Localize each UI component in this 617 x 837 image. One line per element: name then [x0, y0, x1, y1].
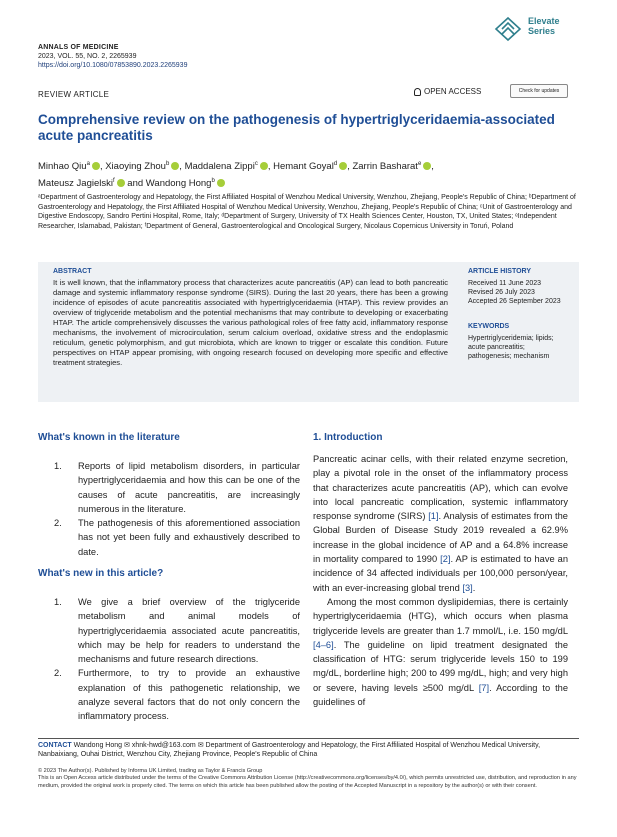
- orcid-icon[interactable]: [339, 162, 347, 170]
- author-separator: ,: [267, 161, 274, 173]
- author-name: Mateusz Jagielski: [38, 178, 113, 190]
- author-separator: and: [124, 178, 146, 190]
- list-item: 1. Reports of lipid metabolism disorders, in particular hypertriglyceridaemia and how this can be one of the causes of acute pancreatitis, are increasingly numerous in the literature.: [54, 461, 300, 514]
- abstract-text: It is well known, that the inflammatory process that characterizes acute pancreatitis (AP) can lead to both pancreatic damage and systemic inflammatory response syndrome (SIRS). During the last 20 years, there has been a growing incidence of episodes of acute pancreatitis associated with hypertriglyceridaemia (HTAP). This review provides an overview of triglyceride metabolism and the potential mechanisms that may contribute to developing or exacerbating HTAP. The article comprehensively discusses the various pathological roles of free fatty acid, inflammatory response mechanisms, the involvement of microcirculation, serum calcium overload, oxidative stress and the endoplasmic reticulum, genetic polymorphism, and gut microbiota, which are known to trigger or escalate this condition. Future perspectives on HTAP appear promising, with ongoing research focused on developing more specific and effective treatment strategies.: [53, 278, 448, 367]
- keywords-text: Hypertriglyceridemia; lipids; acute pancreatitis; pathogenesis; mechanism: [468, 335, 554, 361]
- author-name: Maddalena Zippi: [184, 161, 255, 173]
- logo-line-1: Elevate: [528, 16, 560, 26]
- section-type: REVIEW ARTICLE: [38, 90, 110, 99]
- list-item: 2. Furthermore, to try to provide an exhaustive explanation of this pathogenetic relationship, we analyze several factors that do not only concern the inflammatory process.: [54, 668, 300, 722]
- author-affiliation-mark: a: [86, 161, 90, 167]
- contact-email[interactable]: xhnk-hwd@163.com: [131, 742, 196, 749]
- logo-line-2: Series: [528, 26, 556, 36]
- email-icon: ✉: [124, 742, 130, 749]
- known-list: [38, 459, 300, 559]
- intro-paragraph-2: Among the most common dyslipidemias, there is certainly hypertriglyceridaemia (HTG), which occurs when plasma triglyceride levels are greater than 1.7 mmol/L, i.e. 150 mg/dL [4–6]. The guideline on lipid treatment designated the classification of HTG: serum triglyceride levels 150 to 199 mg/dL, borderline high; 200 to 499 mg/dL, high; and very high or severe, having levels ≥500 mg/dL [7]. According to the guidelines of: [313, 596, 568, 708]
- article-title: Comprehensive review on the pathogenesis of hypertriglyceridaemia-associated acute pancreatitis: [38, 112, 555, 143]
- author-separator: ,: [99, 161, 106, 173]
- list-item: 2. The pathogenesis of this aforementioned association has not yet been fully and exhaustively described to date.: [54, 518, 300, 557]
- author-separator: ,: [431, 161, 434, 173]
- revised-date: Revised 26 July 2023: [468, 289, 535, 297]
- article-history-label: ARTICLE HISTORY: [468, 268, 532, 275]
- author-name: Xiaoying Zhou: [105, 161, 166, 173]
- contact-block: [38, 742, 578, 759]
- author-affiliation-mark: b: [165, 161, 170, 167]
- list-item: 1. We give a brief overview of the triglyceride metabolism and animal models of hypertriglyceridaemia associated acute pancreatitis, which may be help for readers to understand the mechanisms and future research directions.: [54, 597, 300, 665]
- license-text: This is an Open Access article distributed under the terms of the Creative Commons Attribution License (http://creativecommons.org/licenses/by/4.0/), which permits unrestricted use, distribution, and reproduction in any medium, provided the original work is properly cited. The terms on which this article has been published allow the posting of the Accepted Manuscript in a repository by the author(s) or with their consent.: [38, 775, 577, 789]
- abstract-label: ABSTRACT: [53, 268, 92, 275]
- author-separator: ,: [347, 161, 353, 173]
- accepted-date: Accepted 26 September 2023: [468, 298, 561, 306]
- address-icon: ✉: [197, 742, 204, 749]
- check-for-updates-button[interactable]: Check for updates: [510, 84, 568, 98]
- author-name: Wandong Hong: [145, 178, 212, 190]
- author-name: Minhao Qiu: [38, 161, 87, 173]
- reference-link[interactable]: [1]: [428, 511, 439, 522]
- orcid-icon[interactable]: [217, 179, 225, 187]
- author-affiliation-mark: b: [211, 178, 215, 185]
- author-affiliation-mark: e: [417, 161, 422, 167]
- open-lock-icon: [414, 88, 421, 96]
- article-history: [468, 279, 570, 307]
- reference-link[interactable]: [4–6]: [313, 639, 334, 650]
- author-affiliation-mark: d: [333, 161, 338, 167]
- keywords-label: KEYWORDS: [468, 323, 510, 330]
- introduction-heading: 1. Introduction: [313, 432, 383, 443]
- reference-link[interactable]: [7]: [478, 682, 490, 693]
- author-name: Zarrin Basharat: [352, 161, 418, 173]
- reference-link[interactable]: [3]: [462, 582, 473, 593]
- introduction-body: [313, 452, 568, 709]
- new-list: [38, 595, 300, 724]
- contact-name: Wandong Hong: [73, 742, 123, 749]
- reference-link[interactable]: [2]: [440, 554, 451, 565]
- author-name: Hemant Goyal: [273, 161, 334, 173]
- known-heading: What's known in the literature: [38, 432, 180, 443]
- copyright-line: © 2023 The Author(s). Published by Informa UK Limited, trading as Taylor & Francis Group: [38, 768, 263, 774]
- contact-label: CONTACT: [38, 742, 72, 749]
- journal-header: [38, 43, 187, 70]
- author-affiliation-mark: c: [254, 161, 258, 167]
- contact-address: Department of Gastroenterology and Hepatology, the First Affiliated Hospital of Wenzhou Medical University, Nanbaixiang, Ouhai District, Wenzhou City, Zhejiang Province, People's Republic of China: [38, 742, 541, 758]
- footer-divider: [38, 738, 579, 739]
- open-access-badge: [414, 87, 481, 96]
- doi-link[interactable]: https://doi.org/10.1080/07853890.2023.2265939: [38, 62, 188, 69]
- journal-volume: 2023, VOL. 55, NO. 2, 2265939: [38, 53, 137, 60]
- affiliations: ᵃDepartment of Gastroenterology and Hepatology, the First Affiliated Hospital of Wenzhou Medical University, Wenzhou, Zhejiang, People's Republic of China; ᵇDepartment of Gastroenterology and Hepatology, the First Affiliated Hospital of Wenzhou Medical University, Wenzhou, Zhejiang, People's Republic of China; ᶜUnit of Gastroenterology and Digestive Endoscopy, Sandro Pertini Hospital, Rome, Italy; ᵈDepartment of Surgery, University of TX Health Sciences Center, Houston, TX, United States; ᵉIndependent Researcher, Islamabad, Pakistan; ᶠDepartment of General, Gastroenterological and Oncological Surgery, Nicolaus Copernicus University in Toruń, Poland: [38, 194, 576, 230]
- received-date: Received 11 June 2023: [468, 280, 542, 287]
- new-heading: What's new in this article?: [38, 568, 164, 579]
- author-separator: ,: [179, 161, 185, 173]
- orcid-icon[interactable]: [117, 179, 125, 187]
- open-access-label: OPEN ACCESS: [424, 87, 482, 96]
- orcid-icon[interactable]: [92, 162, 100, 170]
- orcid-icon[interactable]: [260, 162, 268, 170]
- logo-text: [528, 16, 560, 36]
- intro-paragraph-1: Pancreatic acinar cells, with their related enzyme secretion, play a pivotal role in the onset of the inflammatory process that characterizes acute pancreatitis (AP), which can evolve into local pancreatic complication, systemic inflammatory response syndrome (SIRS) [1]. Analysis of estimates from the Global Burden of Disease Study 2019 revealed a 62.9% increase in the global incidence of AP and a 64.8% increase in mortality compared to 1990 [2]. AP is estimated to have an incidence of 34 affected individuals per 100,000 person/year, with an ever-increasing global trend [3].: [313, 454, 568, 593]
- copyright-block: [38, 768, 578, 790]
- author-list: [38, 157, 578, 191]
- journal-name: ANNALS OF MEDICINE: [38, 44, 119, 51]
- author-affiliation-mark: f: [112, 178, 115, 185]
